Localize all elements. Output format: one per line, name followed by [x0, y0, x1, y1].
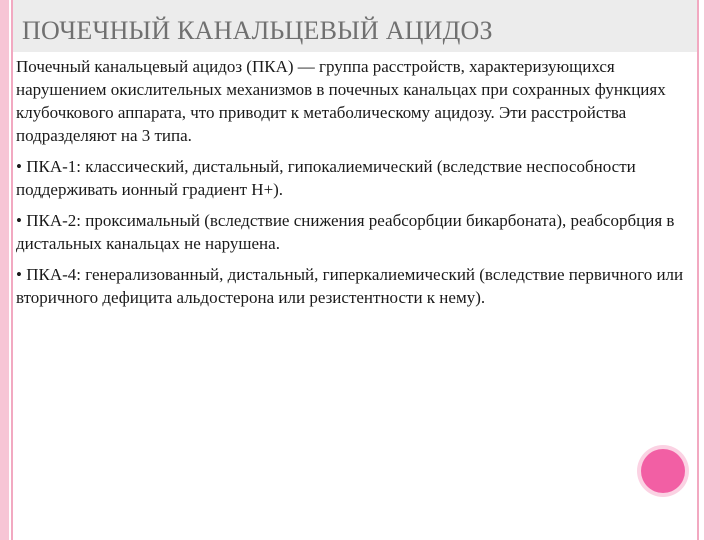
slide-title: ПОЧЕЧНЫЙ КАНАЛЬЦЕВЫЙ АЦИДОЗ [22, 16, 493, 45]
list-item-pka-2: • ПКА-2: проксимальный (вследствие снижения реабсорбции бикарбоната), реабсорбция в дистальных канальцах не нарушена. [16, 211, 675, 253]
intro-paragraph: Почечный канальцевый ацидоз (ПКА) — группа расстройств, характеризующихся нарушением окислительных механизмов в почечных канальцах при сохранных функциях клубочкового аппарата, что приводит к метаболическому ацидозу. Эти расстройства подразделяют на 3 типа. [16, 57, 666, 145]
slide-body [16, 55, 684, 317]
left-border-stripe [0, 0, 9, 540]
list-item-pka-1: • ПКА-1: классический, дистальный, гипокалиемический (вследствие неспособности поддерживать ионный градиент Н+). [16, 157, 636, 199]
decorative-circle [641, 449, 685, 493]
list-item-pka-4: • ПКА-4: генерализованный, дистальный, гиперкалиемический (вследствие первичного или вторичного дефицита альдостерона или резистентности к нему). [16, 265, 684, 307]
right-border-stripe [704, 0, 720, 540]
right-border-line [697, 0, 699, 540]
